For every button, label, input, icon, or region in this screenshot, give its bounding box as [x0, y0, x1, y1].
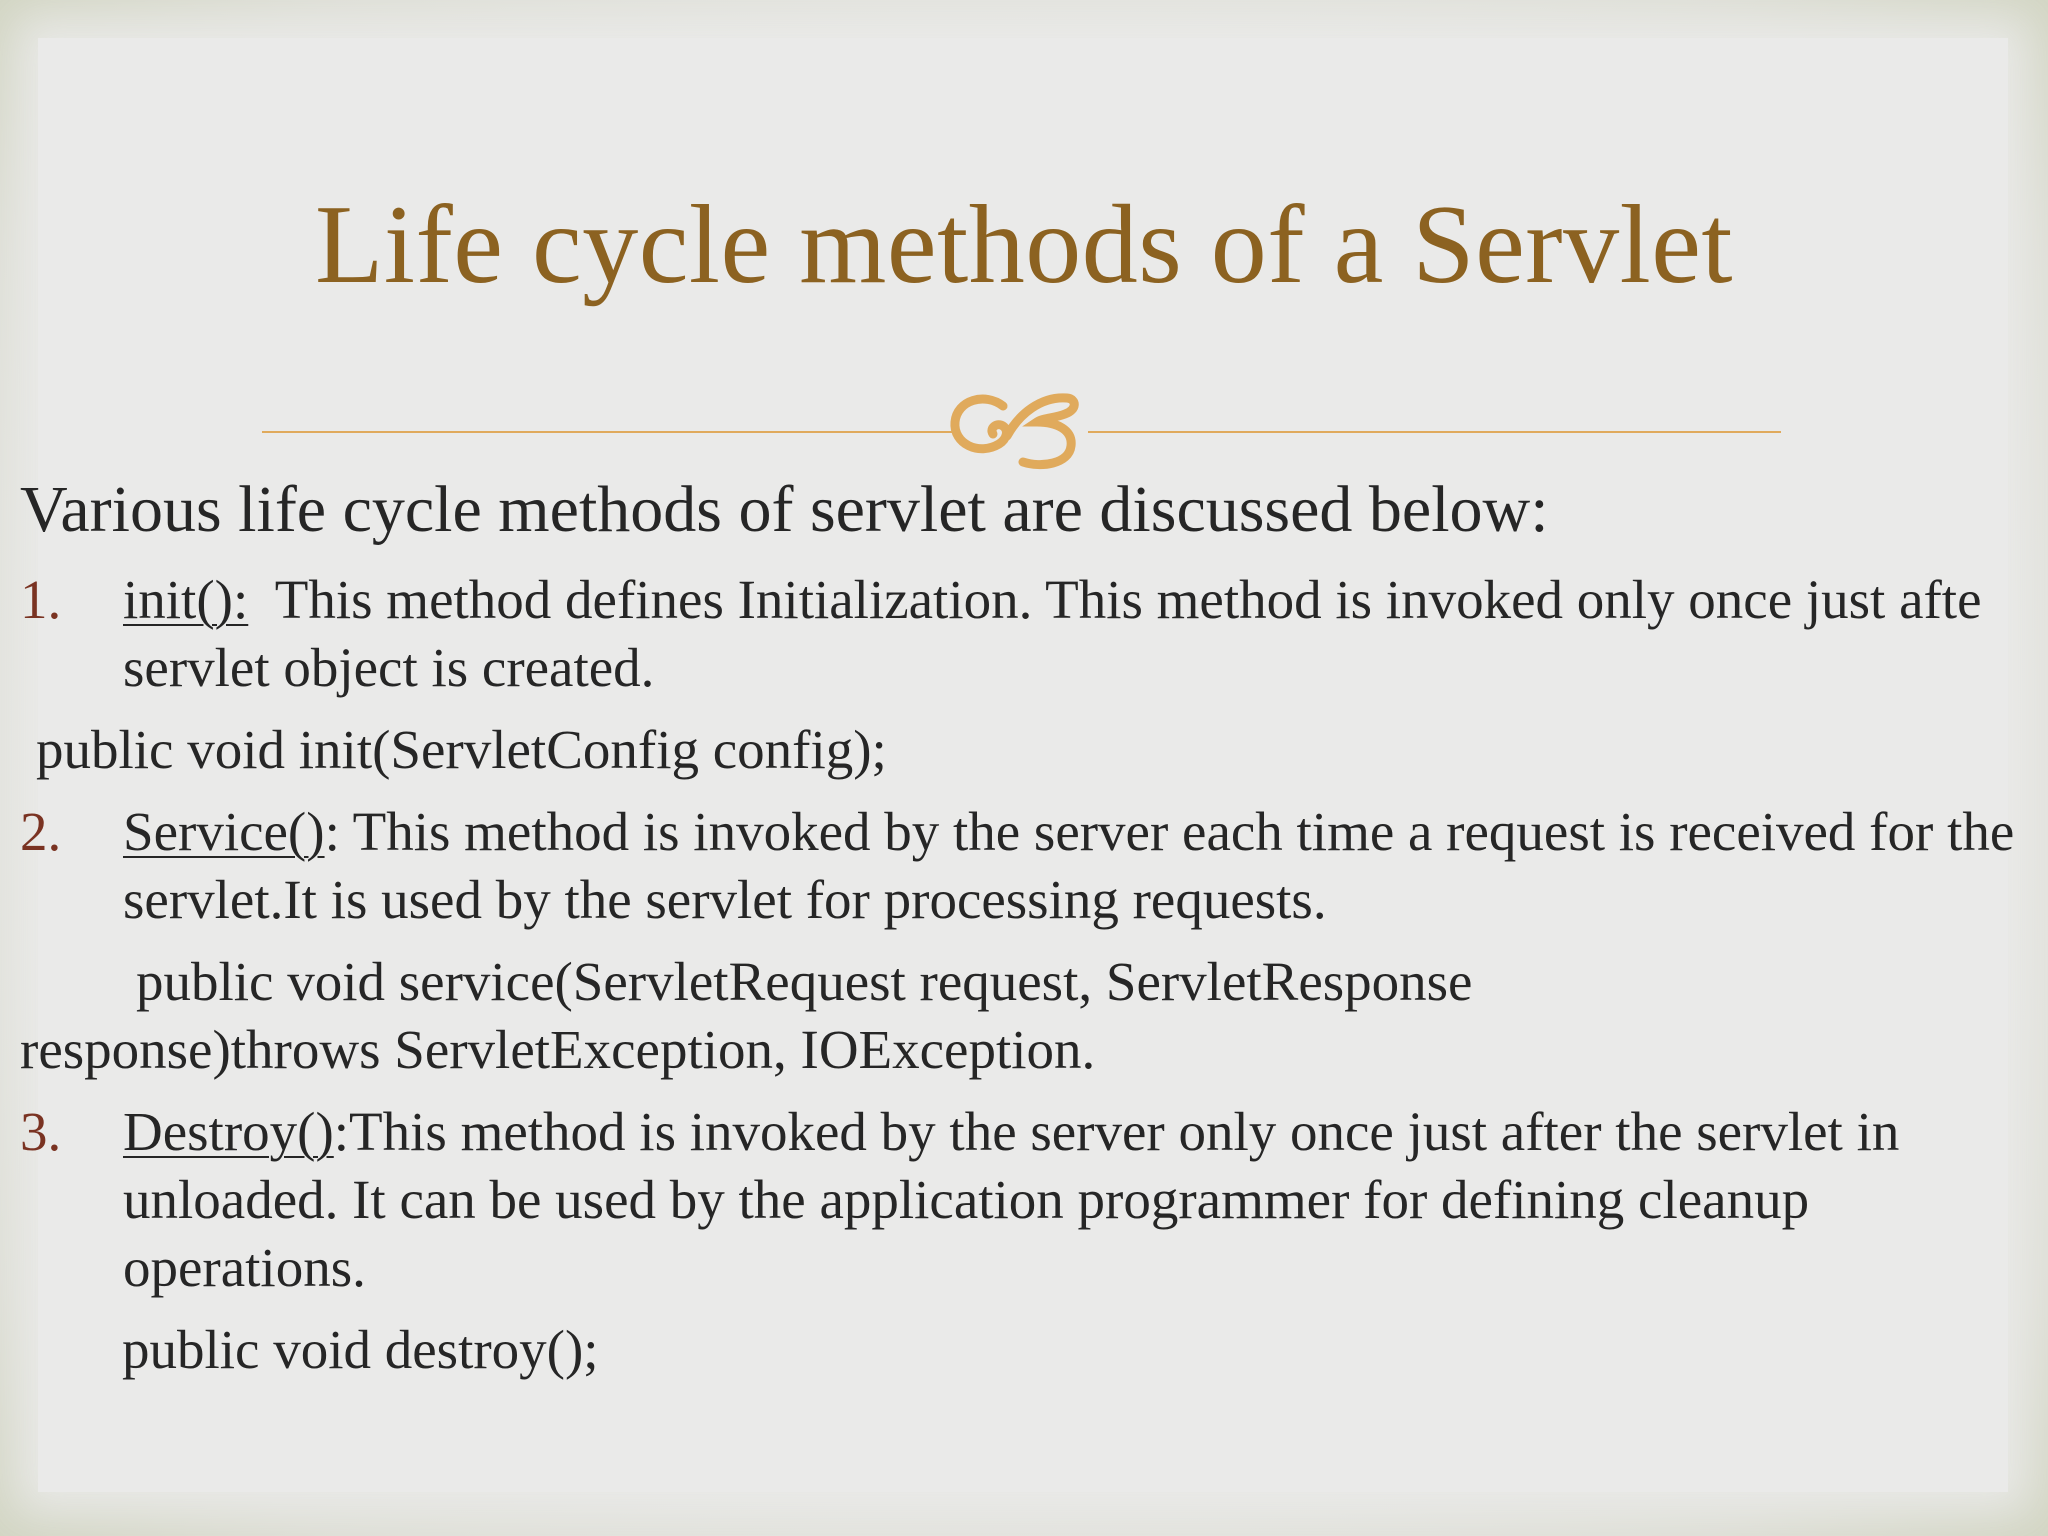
slide-title: Life cycle methods of a Servlet	[314, 183, 1734, 307]
code-service-signature-line1: public void service(ServletRequest request, ServletResponse	[136, 951, 1473, 1012]
title-divider-left	[262, 431, 952, 433]
title-divider-right	[1088, 431, 1781, 433]
method-term-service: Service()	[123, 801, 325, 862]
list-number: 3.	[20, 1101, 62, 1162]
intro-text: Various life cycle methods of servlet are discussed below:	[20, 473, 1549, 546]
list-item-text	[123, 1098, 2028, 1302]
method-description-destroy: :This method is invoked by the server only once just after the servlet in unloaded. It can be used by the application programmer for defining cleanup operations.	[123, 1101, 1900, 1298]
code-destroy-signature: public void destroy();	[122, 1319, 599, 1380]
method-term-init: init():	[123, 569, 249, 630]
list-number: 2.	[20, 801, 62, 862]
list-item-text	[123, 798, 2028, 934]
list-item-text	[123, 566, 2028, 702]
list-number: 1.	[20, 569, 62, 630]
method-term-destroy: Destroy()	[123, 1101, 334, 1162]
method-description-service: : This method is invoked by the server each time a request is received for the servlet.It is used by the servlet for processing requests.	[123, 801, 2015, 930]
method-description-init: This method defines Initialization. This method is invoked only once just afte servlet object is created.	[123, 569, 1996, 698]
flourish-icon	[945, 378, 1095, 478]
code-init-signature: public void init(ServletConfig config);	[36, 719, 887, 780]
code-service-signature-line2: response)throws ServletException, IOException.	[20, 1019, 1096, 1080]
